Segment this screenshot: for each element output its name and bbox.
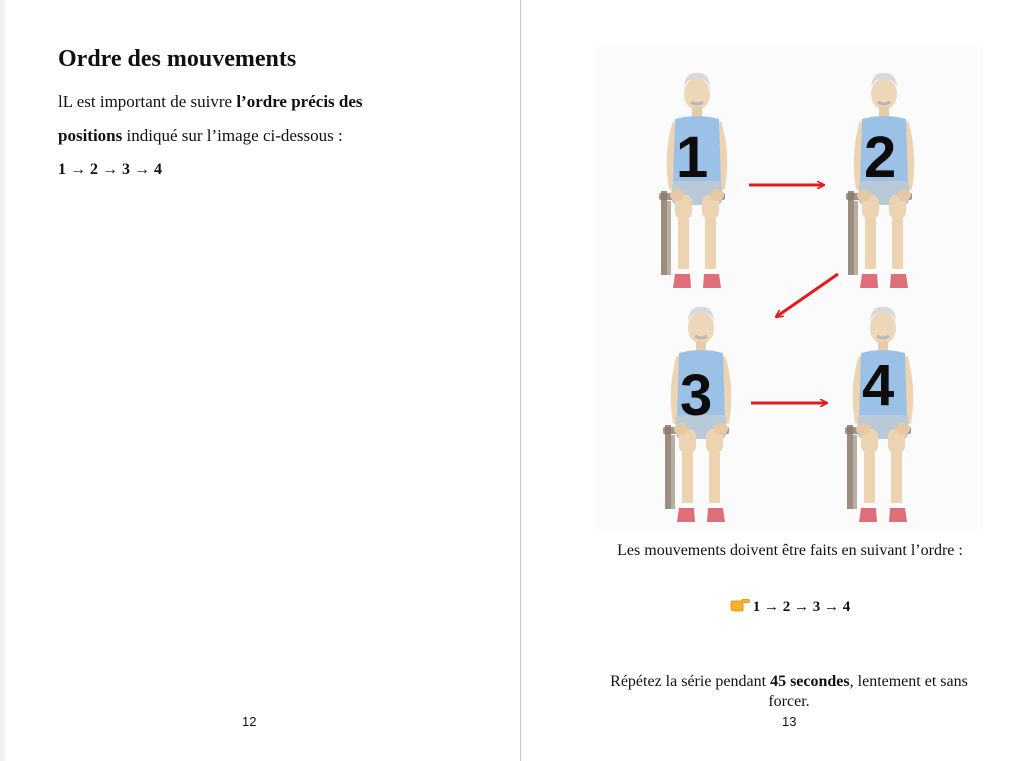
pointing-hand-icon <box>730 598 750 612</box>
intro-text-end: indiqué sur l’image ci-dessous : <box>122 126 343 145</box>
arrow-2-to-3 <box>776 274 838 317</box>
exercise-figure <box>596 45 983 531</box>
right-page <box>521 0 1024 761</box>
position-label-3: 3 <box>680 363 713 428</box>
page-number: 12 <box>242 714 257 729</box>
sequence-text: 1 → 2 → 3 → 4 <box>58 161 162 178</box>
order-sequence-text: 1 → 2 → 3 → 4 <box>752 599 851 615</box>
intro-paragraph <box>58 85 438 153</box>
figure-caption: Les mouvements doivent être faits en suivant l’ordre : <box>617 542 963 559</box>
intro-bold-positions: positions <box>58 126 123 145</box>
intro-bold-order: l’ordre précis des <box>236 92 363 111</box>
position-label-2: 2 <box>864 125 897 190</box>
instruction-text <box>593 672 985 712</box>
instruction-start: Répétez la série pendant <box>610 673 771 690</box>
left-page <box>5 0 520 761</box>
instruction-end: , lentement et sans forcer. <box>768 673 968 710</box>
page-number: 13 <box>782 714 797 729</box>
order-sequence-line <box>601 598 979 616</box>
position-label-4: 4 <box>862 353 895 418</box>
exercise-illustration <box>596 45 983 531</box>
intro-text-start: lL est important de suivre <box>58 92 237 111</box>
position-label-1: 1 <box>676 125 709 190</box>
instruction-duration: 45 secondes <box>770 673 850 690</box>
page-title: Ordre des mouvements <box>58 46 297 72</box>
